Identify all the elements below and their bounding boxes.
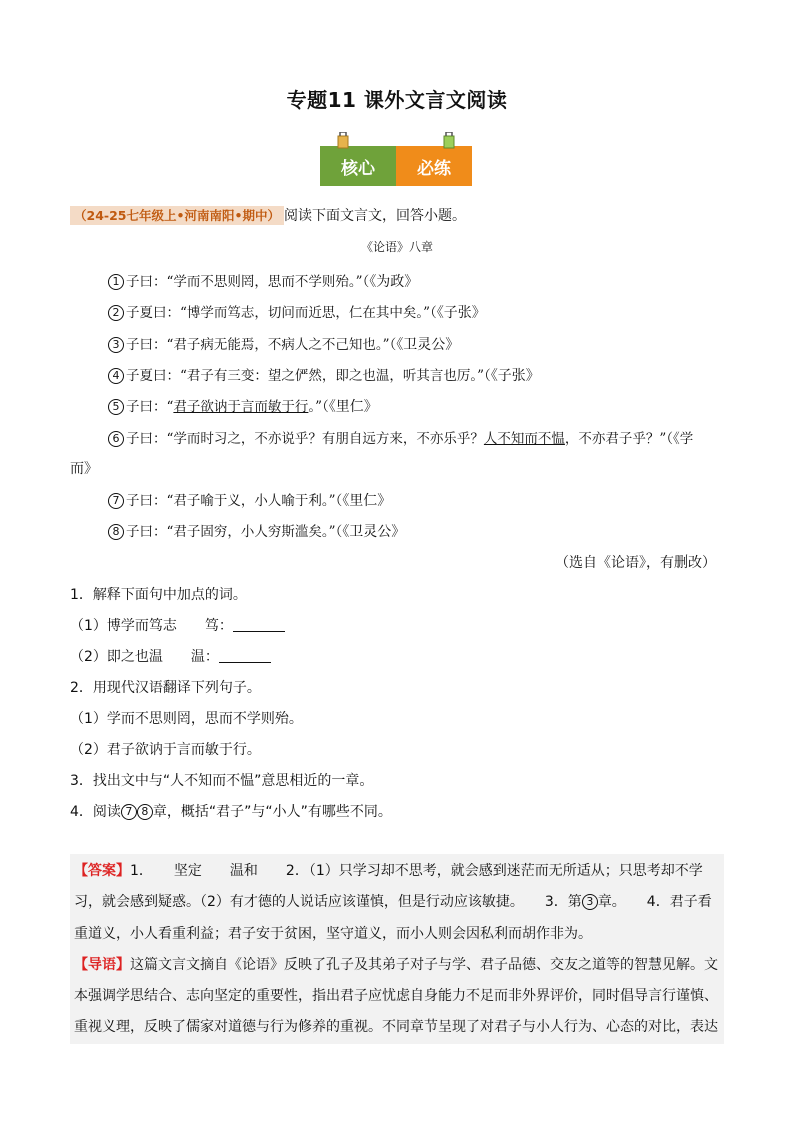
answer-line: 【答案】1． 坚定 温和 2．（1）只学习却不思考，就会感到迷茫而无所适从；只思考却不学 [74, 863, 703, 879]
answer-blank[interactable] [233, 617, 285, 632]
chapter-line: 5 子曰：“君子欲讷于言而敏于行。”（《里仁》 [108, 395, 378, 416]
chapter-line: 6 子曰：“学而时习之，不亦说乎？有朋自远方来，不亦乐乎？人不知而不愠，不亦君子乎？”（《学 [108, 427, 693, 447]
guide-line: 【导语】这篇文言文摘自《论语》反映了孔子及其弟子对子与学、君子品德、交友之道等的智慧见解。文 [74, 957, 718, 973]
question-2-1: （1）学而不思则罔，思而不学则殆。 [70, 711, 303, 727]
chapter-line-wrap: 而》 [70, 461, 98, 477]
badge-practice: 必练 [396, 146, 472, 186]
chapter-line: 1 子曰：“学而不思则罔，思而不学则殆。”（《为政》 [108, 270, 418, 291]
question-1-2: （2）即之也温 温： [70, 646, 271, 666]
question-2-2: （2）君子欲讷于言而敏于行。 [70, 742, 261, 758]
chapter-line: 4 子夏曰：“君子有三变：望之俨然，即之也温，听其言也厉。”（《子张》 [108, 364, 540, 385]
answer-label: 【答案】 [74, 863, 130, 879]
chapter-number: 8 [108, 524, 124, 540]
chapter-number: 6 [108, 431, 124, 447]
question-3: 3．找出文中与“人不知而不愠”意思相近的一章。 [70, 773, 374, 789]
binder-clip-icon [442, 132, 456, 150]
section-badge [320, 146, 472, 186]
chapter-line: 3 子曰：“君子病无能焉，不病人之不己知也。”（《卫灵公》 [108, 333, 459, 354]
chapter-number: 1 [108, 274, 124, 290]
binder-clip-icon [336, 132, 350, 150]
chapter-number: 2 [108, 305, 124, 321]
chapter-line: 2 子夏曰：“博学而笃志，切问而近思，仁在其中矣。”（《子张》 [108, 301, 486, 322]
guide-label: 【导语】 [74, 957, 130, 973]
poem-title: 《论语》八章 [360, 240, 433, 254]
chapter-number: 5 [108, 399, 124, 415]
chapter-number: 3 [108, 337, 124, 353]
guide-line: 本强调学思结合、志向坚定的重要性，指出君子应忧虑自身能力不足而非外界评价，同时倡导言行谨慎、 [74, 988, 718, 1004]
instruction: 阅读下面文言文，回答小题。 [283, 208, 466, 224]
chapter-line: 8 子曰：“君子固穷，小人穷斯滥矣。”（《卫灵公》 [108, 520, 405, 541]
answer-line: 习，就会感到疑惑。（2）有才德的人说话应该谨慎，但是行动应该敏捷。 3．第 3 章。 4．君子看 [74, 894, 712, 910]
chapter-number: 4 [108, 368, 124, 384]
source-tag: （24-25七年级上•河南南阳•期中） [70, 206, 284, 225]
source-credit: （选自《论语》，有删改） [555, 555, 716, 571]
answer-blank[interactable] [219, 648, 271, 663]
chapter-number: 7 [108, 493, 124, 509]
question-1: 1．解释下面句中加点的词。 [70, 587, 247, 603]
chapter-line: 7 子曰：“君子喻于义，小人喻于利。”（《里仁》 [108, 489, 391, 510]
guide-line: 重视义理，反映了儒家对道德与行为修养的重视。不同章节呈现了对君子与小人行为、心态的对比，表达 [74, 1019, 718, 1035]
question-1-1: （1）博学而笃志 笃： [70, 615, 285, 635]
question-2: 2．用现代汉语翻译下列句子。 [70, 680, 261, 696]
source-line [70, 205, 466, 225]
question-4: 4．阅读 7 8 章，概括“君子”与“小人”有哪些不同。 [70, 804, 392, 820]
answer-line: 重道义，小人看重利益；君子安于贫困，坚守道义，而小人则会因私利而胡作非为。 [74, 926, 592, 942]
badge-core: 核心 [320, 146, 396, 186]
page-title: 专题11 课外文言文阅读 [286, 88, 508, 112]
